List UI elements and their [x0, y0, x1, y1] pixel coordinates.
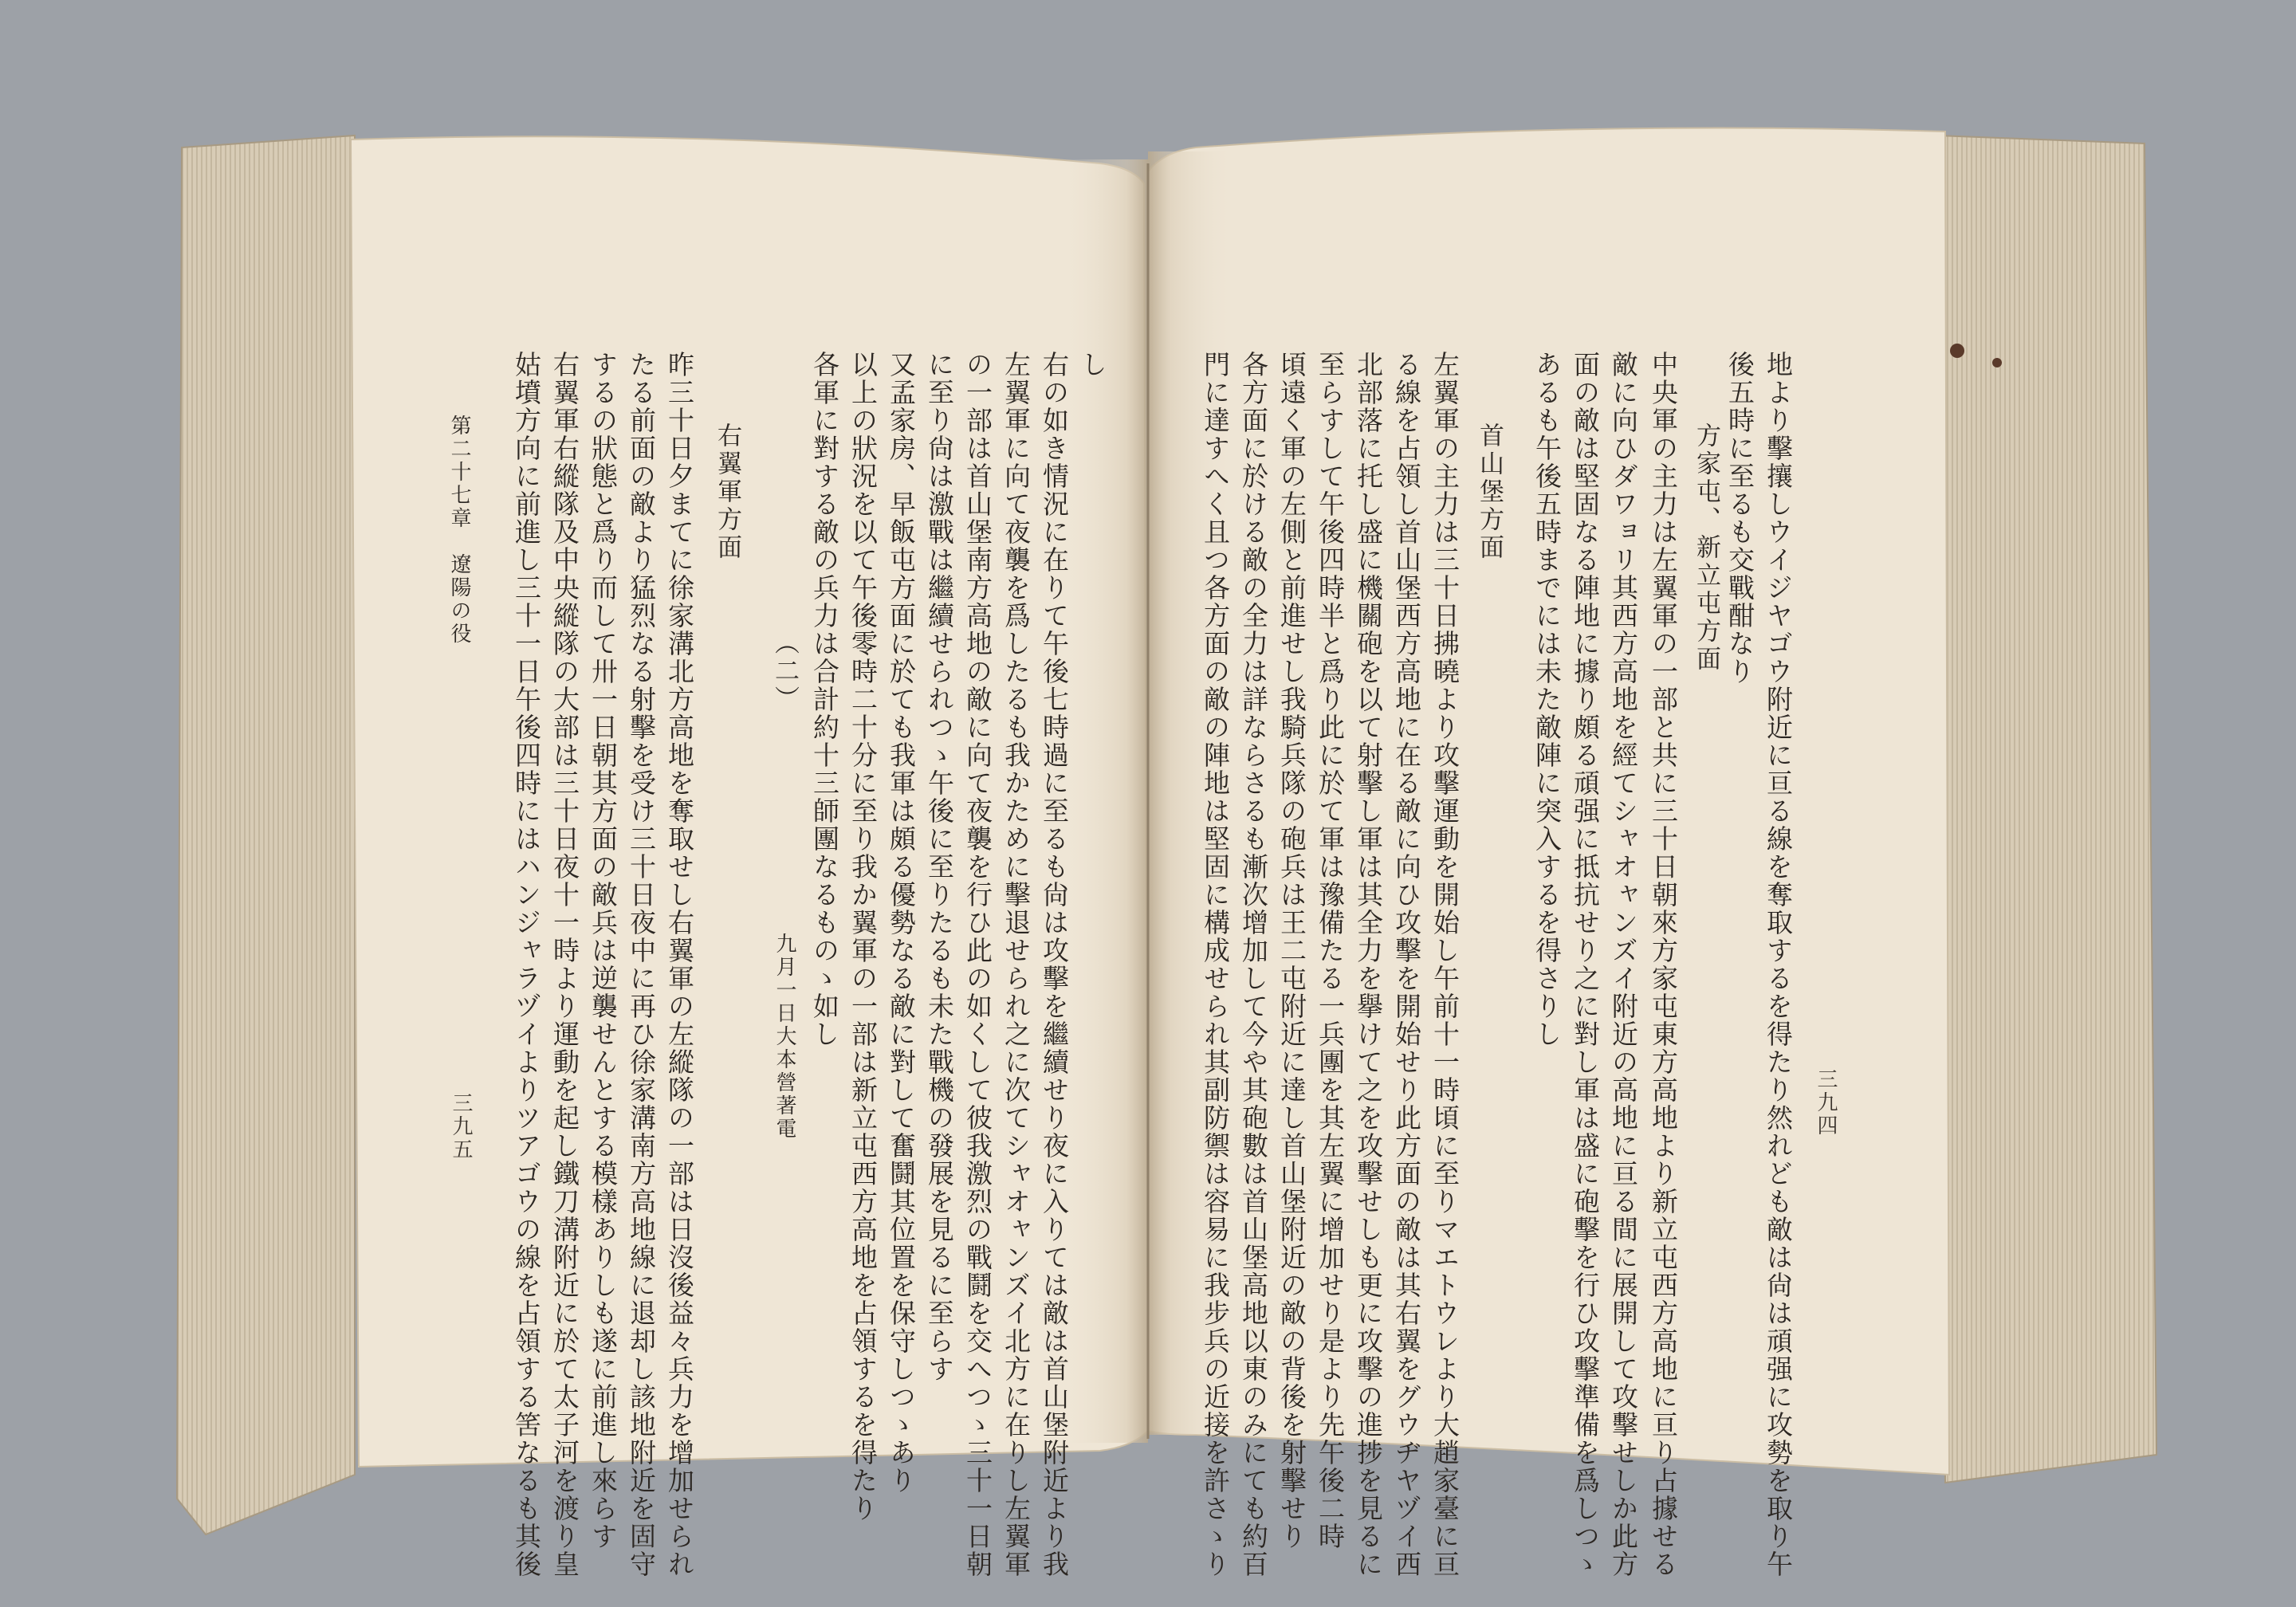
left-line-10: たる前面の敵より猛烈なる射擊を受け三十日夜中に再ひ徐家溝南方高地線に退却し該地附近を固守 [626, 351, 657, 1578]
right-line-7: あるも午後五時までには未た敵陣に突入するを得さりし [1531, 351, 1563, 1048]
left-line-7: 以上の狀況を以て午後零時二十分に至り我か翼軍の一部は新立屯西方高地を占領するを得たり [847, 351, 879, 1523]
right-line-13: 頃遠く軍の左側と前進せし我騎兵隊の砲兵は王二屯附近に達し首山堡附近の敵の背後を射擊せり [1276, 351, 1307, 1550]
left-line-3: 左翼軍に向て夜襲を爲したるも我かために擊退せられ之に次てシャオャンズイ北方に在りし左翼軍 [1001, 351, 1032, 1578]
right-page-edges [1937, 136, 2156, 1483]
right-line-4: 中央軍の主力は左翼軍の一部と共に三十日朝來方家屯東方高地より新立屯西方高地に亘り占據せる [1648, 351, 1679, 1578]
left-line-4: の一部は首山堡南方高地の敵に向て夜襲を行ひ此の如くして彼我激烈の戰鬪を交へつゝ三十一日朝 [962, 351, 993, 1578]
left-line-13: 姑墳方向に前進し三十一日午後四時にはハンジャラヅイよりツアゴウの線を占領する筈なるも其後 [511, 351, 542, 1578]
left-line-2: 右の如き情況に在りて午後七時過に至るも尙は攻擊を繼續せり夜に入りては敵は首山堡附近より我 [1039, 351, 1070, 1578]
left-running-head: 第二十七章 遼陽の役 [447, 415, 471, 646]
right-line-6: 面の敵は堅固なる陣地に據り頗る頑强に抵抗せり之に對し軍は盛に砲擊を行ひ攻擊準備を爲しつゝ [1570, 351, 1601, 1578]
right-heading-fangjiatun: 方家屯、新立屯方面 [1692, 422, 1720, 674]
left-page-edges [177, 136, 355, 1534]
right-line-9: 左翼軍の主力は三十日拂曉より攻擊運動を開始し午前十一時頃に至りマエトウレより大趙家臺に亘 [1429, 351, 1461, 1578]
right-line-14: 各方面に於ける敵の全力は詳ならさるも漸次增加して今や其砲數は首山堡高地以東のみにても約百 [1238, 351, 1269, 1578]
left-line-12: 右翼軍右縱隊及中央縱隊の大部は三十日夜十一時より運動を起し鐵刀溝附近に於て太子河を渡り皇 [549, 351, 580, 1578]
telegram-date: 九月一日大本營著電 [773, 933, 796, 1141]
right-line-12: 至らすして午後四時半と爲り此に於て軍は豫備たる一兵團を其左翼に增加せり是より先午後二時 [1315, 351, 1346, 1550]
left-line-8: 各軍に對する敵の兵力は合計約十三師團なるものゝ如し [809, 351, 840, 1048]
right-page-number: 三九四 [1814, 1068, 1838, 1137]
left-page-number: 三九五 [449, 1092, 473, 1161]
right-line-15: 門に達すへく且つ各方面の敵の陣地は堅固に構成せられ其副防禦は容易に我步兵の近接を許さゝり [1200, 351, 1231, 1578]
right-line-10: る線を占領し首山堡西方高地に在る敵に向ひ攻擊を開始せり此方面の敵は其右翼をグウヂヤヅイ西 [1391, 351, 1422, 1578]
right-line-2: 後五時に至るも交戰酣なり [1724, 351, 1755, 686]
left-line-6: 又孟家房、早飯屯方面に於ても我軍は頗る優勢なる敵に對して奮鬪其位置を保守しつゝあり [886, 351, 917, 1495]
right-heading-shoushanpu: 首山堡方面 [1475, 422, 1504, 562]
left-line-11: するの狀態と爲り而して卅一日朝其方面の敵兵は逆襲せんとする模樣ありしも遂に前進し來らす [588, 351, 619, 1550]
section-mark: （二） [770, 630, 799, 713]
right-line-11: 北部落に托し盛に機關砲を以て射擊し軍は其全力を擧けて之を攻擊せしも更に攻擊の進捗を見るに [1353, 351, 1384, 1578]
left-line-1: し [1077, 351, 1108, 379]
left-line-5: に至り尙は激戰は繼續せられつゝ午後に至りたるも未た戰機の發展を見るに至らす [924, 351, 955, 1383]
left-heading-right-wing: 右翼軍方面 [713, 422, 741, 562]
right-line-1: 地より擊攘しウイジヤゴウ附近に亘る線を奪取するを得たり然れども敵は尙は頑强に攻勢を取り午 [1763, 351, 1794, 1578]
right-line-5: 敵に向ひダワョリ其西方高地を經てシャオャンズイ附近の高地に亘る間に展開して攻擊せしか此方 [1608, 351, 1639, 1578]
left-line-9: 昨三十日夕まてに徐家溝北方高地を奪取せし右翼軍の左縱隊の一部は日沒後益々兵力を增加せられ [664, 351, 695, 1578]
